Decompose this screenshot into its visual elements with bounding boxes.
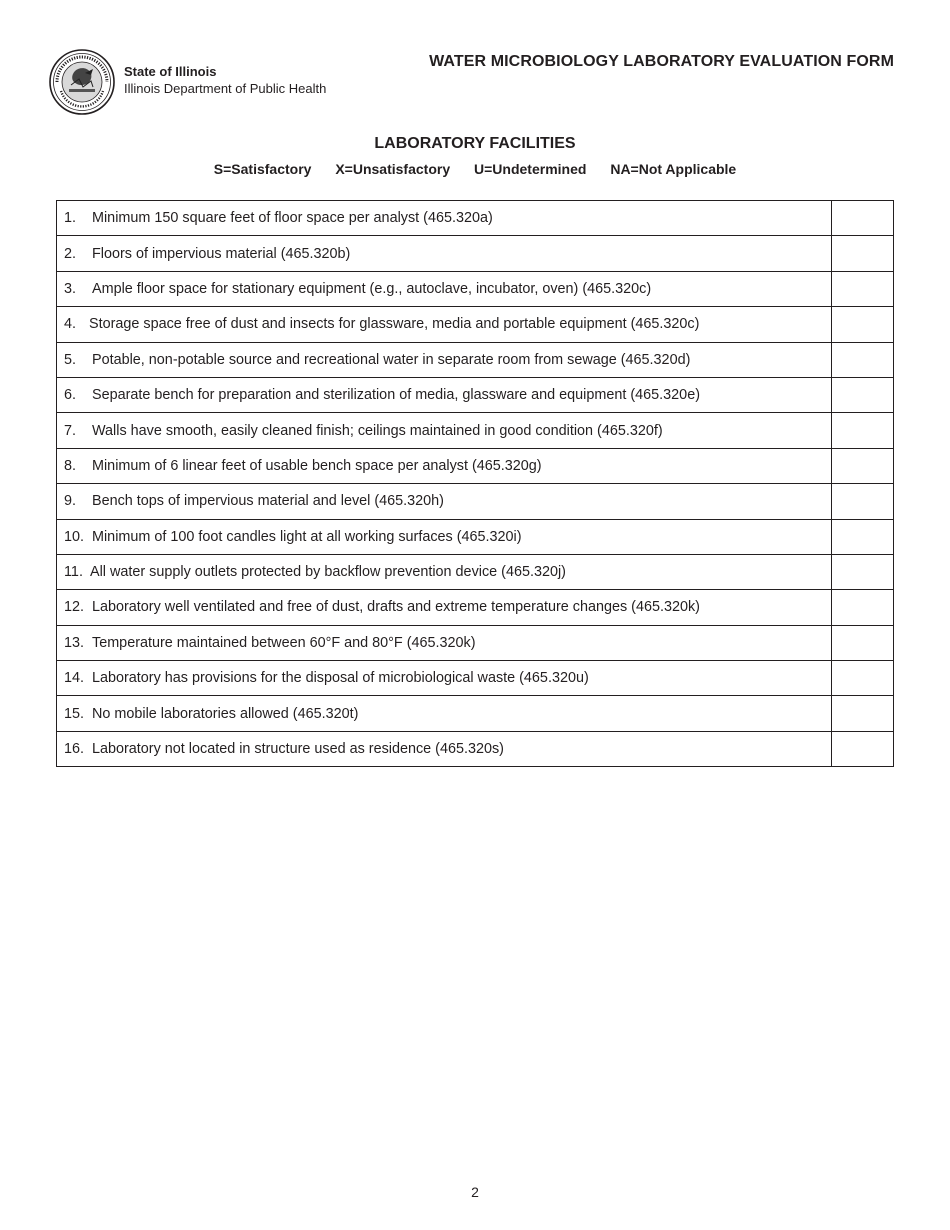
item-number: 12. [64,599,85,616]
rating-input-cell[interactable] [832,554,894,589]
legend-satisfactory: S=Satisfactory [213,161,312,177]
rating-input-cell[interactable] [832,590,894,625]
checklist-item [57,342,832,377]
checklist-item [57,696,832,731]
checklist-row [57,448,894,483]
checklist-row [57,271,894,306]
item-text: Minimum of 6 linear feet of usable bench space per analyst (465.320g) [92,457,542,474]
item-number: 4. [64,316,77,333]
item-number: 14. [64,670,85,687]
checklist-item [57,201,832,236]
state-name: State of Illinois [124,64,217,79]
item-text: Laboratory not located in structure used as residence (465.320s) [92,741,504,758]
checklist-row [57,307,894,342]
checklist-item [57,590,832,625]
rating-input-cell[interactable] [832,661,894,696]
item-text: All water supply outlets protected by backflow prevention device (465.320j) [90,564,566,581]
checklist-row [57,484,894,519]
rating-input-cell[interactable] [832,413,894,448]
checklist-row [57,342,894,377]
rating-input-cell[interactable] [832,342,894,377]
item-text: Laboratory has provisions for the disposal of microbiological waste (465.320u) [92,670,589,687]
item-number: 9. [64,493,77,510]
item-number: 3. [64,280,77,297]
form-title: WATER MICROBIOLOGY LABORATORY EVALUATION FORM [429,53,894,70]
item-text: Separate bench for preparation and sterilization of media, glassware and equipment (465.320e) [92,387,700,404]
rating-input-cell[interactable] [832,271,894,306]
item-text: Ample floor space for stationary equipment (e.g., autoclave, incubator, oven) (465.320c) [92,280,652,297]
illinois-state-seal-icon [49,49,115,115]
section-title: LABORATORY FACILITIES [374,135,576,152]
rating-input-cell[interactable] [832,201,894,236]
checklist-item [57,554,832,589]
rating-input-cell[interactable] [832,448,894,483]
item-text: Laboratory well ventilated and free of dust, drafts and extreme temperature changes (465.320k) [92,599,700,616]
checklist-row [57,661,894,696]
checklist-item [57,661,832,696]
item-text: No mobile laboratories allowed (465.320t) [92,705,359,722]
item-number: 11. [64,564,83,581]
checklist-row [57,201,894,236]
checklist-row [57,236,894,271]
item-text: Temperature maintained between 60°F and 80°F (465.320k) [92,634,476,651]
legend-not-applicable: NA=Not Applicable [610,161,737,177]
item-text: Floors of impervious material (465.320b) [92,245,351,262]
rating-input-cell[interactable] [832,236,894,271]
rating-input-cell[interactable] [832,484,894,519]
item-number: 15. [64,705,85,722]
item-text: Walls have smooth, easily cleaned finish; ceilings maintained in good condition (465.320f) [92,422,663,439]
rating-input-cell[interactable] [832,377,894,412]
item-text: Potable, non-potable source and recreational water in separate room from sewage (465.320d) [92,351,691,368]
checklist-row [57,377,894,412]
rating-input-cell[interactable] [832,731,894,766]
checklist-row [57,554,894,589]
agency-block [124,63,326,97]
checklist-item [57,271,832,306]
item-number: 7. [64,422,77,439]
legend-undetermined: U=Undetermined [474,161,587,177]
item-number: 8. [64,457,77,474]
item-number: 1. [64,210,77,227]
checklist-item [57,307,832,342]
checklist-row [57,519,894,554]
rating-legend [0,161,950,177]
checklist-item [57,236,832,271]
checklist-row [57,731,894,766]
rating-input-cell[interactable] [832,625,894,660]
department-name: Illinois Department of Public Health [124,81,327,96]
checklist-row [57,590,894,625]
page-number: 2 [471,1184,479,1200]
checklist-row [57,625,894,660]
item-text: Minimum 150 square feet of floor space per analyst (465.320a) [92,210,493,227]
item-text: Minimum of 100 foot candles light at all working surfaces (465.320i) [92,528,522,545]
item-text: Bench tops of impervious material and level (465.320h) [92,493,444,510]
checklist-item [57,731,832,766]
item-number: 6. [64,387,77,404]
facilities-checklist-table [56,200,894,767]
checklist-item [57,413,832,448]
rating-input-cell[interactable] [832,307,894,342]
checklist-item [57,448,832,483]
checklist-item [57,377,832,412]
item-number: 16. [64,741,85,758]
item-number: 5. [64,351,77,368]
rating-input-cell[interactable] [832,696,894,731]
checklist-item [57,625,832,660]
item-number: 13. [64,634,85,651]
checklist-item [57,519,832,554]
rating-input-cell[interactable] [832,519,894,554]
checklist-row [57,696,894,731]
item-number: 10. [64,528,85,545]
checklist-item [57,484,832,519]
item-number: 2. [64,245,77,262]
legend-unsatisfactory: X=Unsatisfactory [335,161,451,177]
item-text: Storage space free of dust and insects for glassware, media and portable equipment (465.320c) [89,316,700,333]
checklist-row [57,413,894,448]
